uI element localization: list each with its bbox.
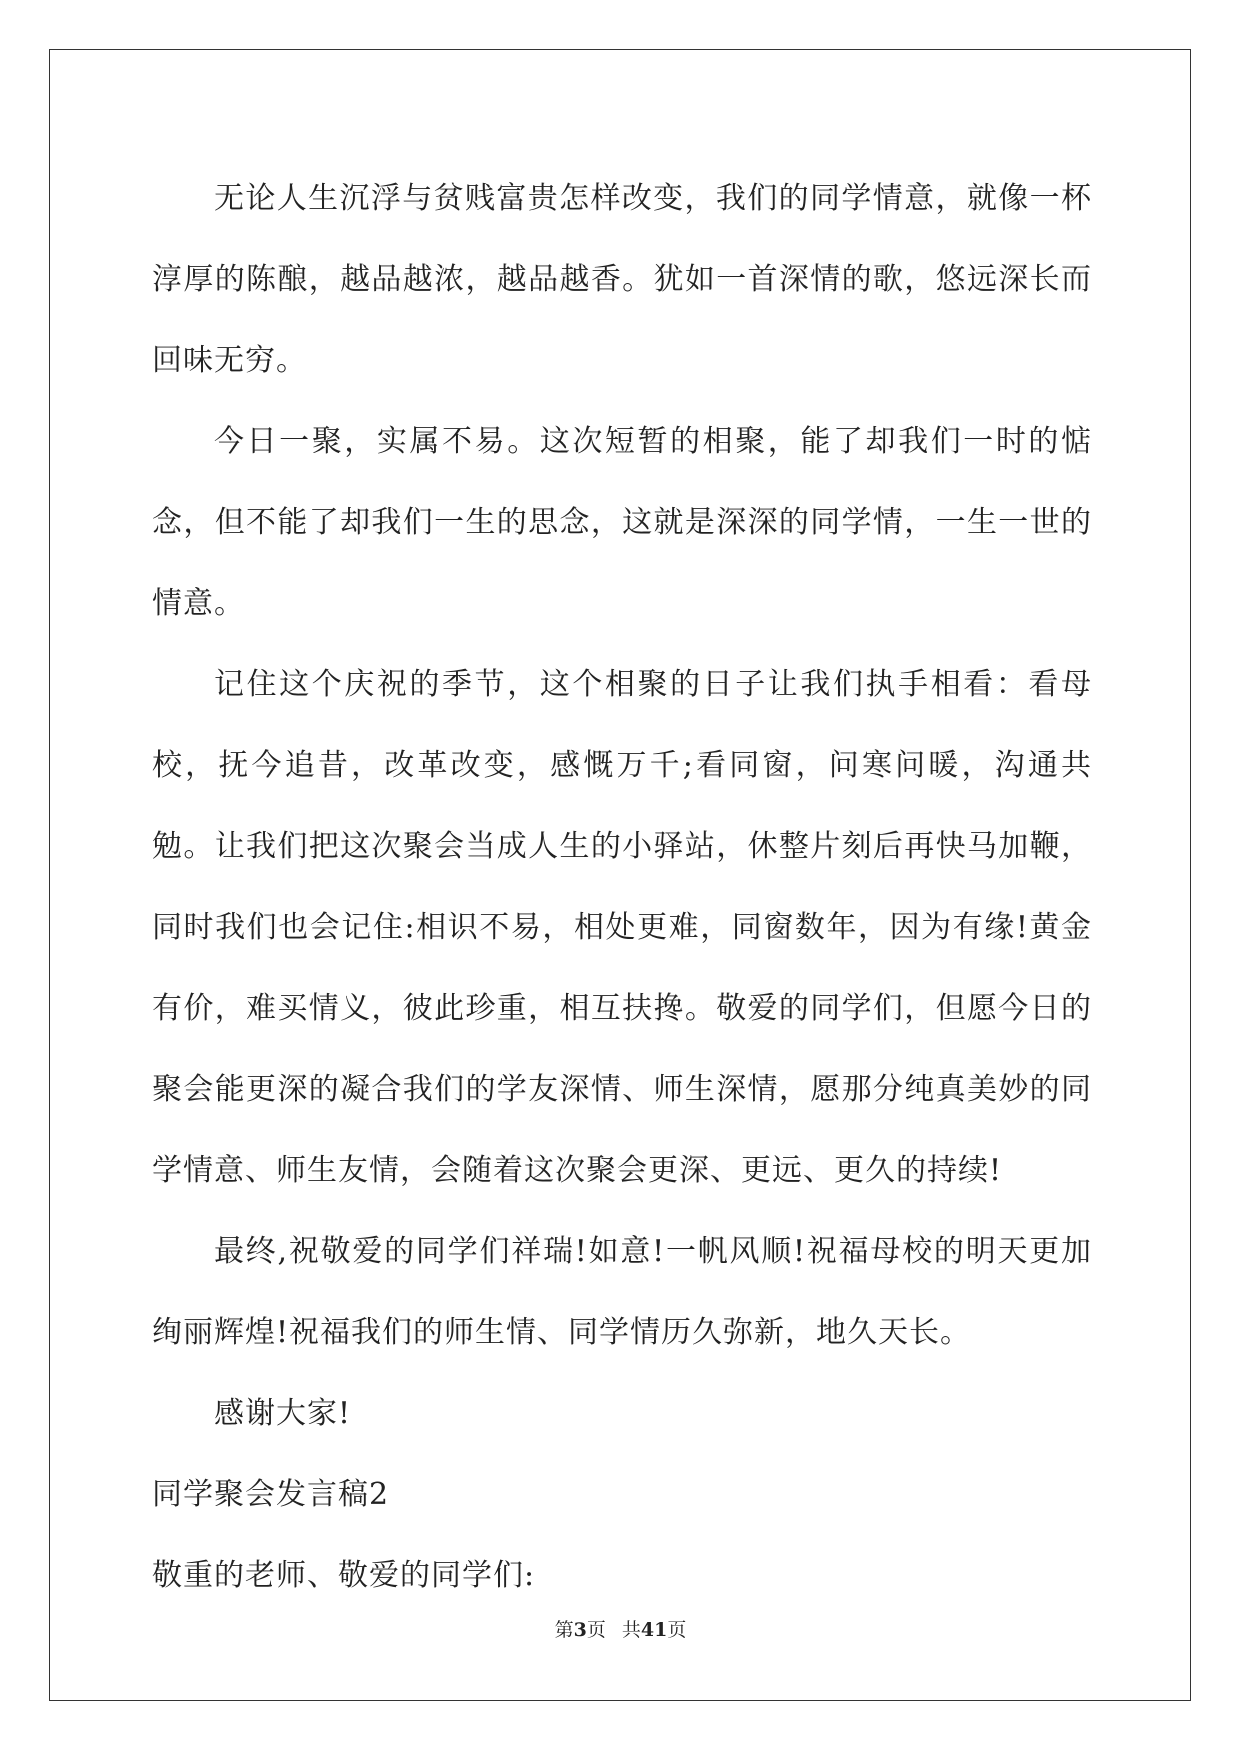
page-footer: [0, 1618, 1241, 1642]
footer-total-pages: 41: [640, 1619, 668, 1641]
salutation: 敬重的老师、敬爱的同学们:: [152, 1558, 536, 1593]
section-title: 同学聚会发言稿2: [152, 1477, 390, 1512]
footer-total-suffix: 页: [667, 1619, 687, 1641]
paragraph-5: 感谢大家!: [214, 1396, 352, 1431]
footer-page-suffix: 页: [586, 1619, 606, 1641]
paragraph-1: 无论人生沉浮与贫贱富贵怎样改变，我们的同学情意，就像一杯淳厚的陈酿，越品越浓，越品越香。犹如一首深情的歌，悠远深长而回味无穷。: [152, 181, 1092, 378]
paragraph-3: 记住这个庆祝的季节，这个相聚的日子让我们执手相看：看母校，抚今追昔，改革改变，感慨万千;看同窗，问寒问暖，沟通共勉。让我们把这次聚会当成人生的小驿站，休整片刻后再快马加鞭，同时我们也会记住:相识不易，相处更难，同窗数年，因为有缘!黄金有价，难买情义，彼此珍重，相互扶搀。敬爱的同学们，但愿今日的聚会能更深的凝合我们的学友深情、师生深情，愿那分纯真美妙的同学情意、师生友情，会随着这次聚会更深、更远、更久的持续!: [152, 667, 1092, 1188]
paragraph-4: 最终,祝敬爱的同学们祥瑞!如意!一帆风顺!祝福母校的明天更加绚丽辉煌!祝福我们的师生情、同学情历久弥新，地久天长。: [152, 1234, 1092, 1350]
document-body: [152, 158, 1092, 1616]
footer-page-number: 3: [573, 1619, 587, 1641]
footer-total-prefix: 共: [621, 1619, 641, 1641]
footer-prefix: 第: [554, 1619, 574, 1641]
paragraph-2: 今日一聚，实属不易。这次短暂的相聚，能了却我们一时的惦念，但不能了却我们一生的思念，这就是深深的同学情，一生一世的情意。: [152, 424, 1092, 621]
